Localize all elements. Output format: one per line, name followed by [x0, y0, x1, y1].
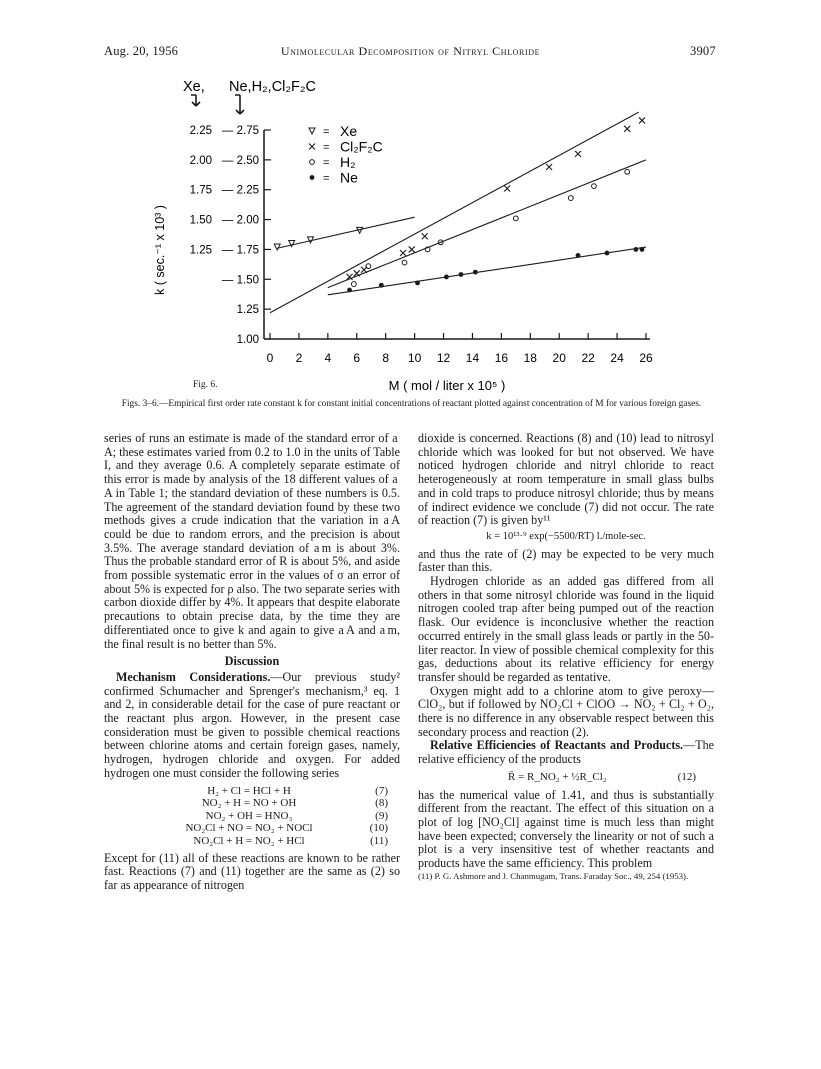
reaction-eq: NO₂Cl + NO = NO₂ + NOCl	[185, 822, 313, 835]
figure-label: Fig. 6.	[193, 380, 218, 390]
paragraph-nitrogen-dioxide: dioxide is concerned. Reactions (8) and (10) lead to nitrosyl chloride which was looked for but not observed. We have noticed hydrogen chloride and nitryl chloride to react heterogeneously at room temperature in small glass bulbs and in cold traps to produce nitrosyl chloride; thus by means of indirect evidence we conclude (7) did not occur. The rate of reaction (7) is given by¹¹	[418, 431, 714, 528]
discussion-heading: Discussion	[224, 654, 280, 669]
y-axis-label: k ( sec.⁻¹ x 10³ )	[153, 205, 167, 295]
legend-marker	[310, 160, 315, 165]
data-point-dot	[605, 251, 610, 256]
fit-line-triangle	[277, 217, 414, 248]
y-tick-label: 1.25	[236, 304, 259, 317]
data-point-triangle	[274, 244, 280, 250]
y-tick-label-left: 1.25	[189, 244, 212, 257]
x-tick-label: 16	[494, 351, 509, 365]
header-date: Aug. 20, 1956	[104, 44, 179, 58]
reaction-row	[104, 835, 400, 848]
y-tick-label-left: 2.00	[189, 154, 212, 167]
x-tick-label: 0	[266, 351, 274, 365]
y-tick-label-left: 2.25	[189, 125, 212, 137]
x-tick-label: 20	[552, 351, 566, 365]
y-tick-label-left: 1.75	[189, 184, 212, 197]
x-tick-label: 12	[436, 351, 451, 365]
data-point-dot	[415, 280, 420, 285]
data-point-dot	[444, 274, 449, 279]
x-tick-label: 8	[382, 351, 390, 365]
data-point-dot	[379, 283, 384, 288]
data-point-dot	[347, 288, 352, 293]
data-point-circle	[568, 196, 573, 201]
data-point-cross	[504, 186, 510, 192]
data-point-cross	[639, 117, 645, 123]
data-point-cross	[400, 250, 406, 256]
reaction-eq: NO₂Cl + H = NO₂ + HCl	[193, 834, 305, 847]
header-page-number: 3907	[690, 44, 716, 58]
reaction-num: (11)	[370, 834, 388, 847]
x-tick-label: 10	[407, 351, 422, 365]
reaction-num: (9)	[375, 809, 388, 822]
reaction-num: (10)	[369, 822, 388, 835]
data-point-cross	[624, 126, 630, 132]
legend-equals: =	[323, 157, 330, 169]
data-point-cross	[409, 246, 415, 252]
legend-label: Cl₂F₂C	[340, 138, 383, 155]
data-point-circle	[402, 260, 407, 265]
arrow-others-icon	[235, 95, 244, 114]
reaction-row	[104, 810, 400, 823]
legend-marker	[310, 175, 315, 180]
rate-equation: k = 10¹³·⁹ exp(−5500/RT) l./mole-sec.	[486, 530, 646, 542]
x-tick-label: 6	[353, 351, 361, 365]
y-tick-label: — 2.50	[221, 154, 259, 167]
paragraph-hydrogen-chloride: Hydrogen chloride as an added gas differed from all others in that some nitrosyl chloride was found in the liquid nitrogen cooled trap after being pumped out of the reaction flask. Our evidence is inconclusive whether the reaction occurred entirely in the small glass leads or partly in the 50-liter reactor. In view of possible chemical complexity for this gas, deductions about its relative efficiency for energy transfer should be regarded as tentative.	[418, 574, 714, 684]
data-point-cross	[546, 164, 552, 170]
relative-heading: Relative Efficiencies of Reactants and Products.	[430, 738, 684, 753]
y-tick-label: — 2.00	[221, 214, 259, 227]
arrow-label-xe: Xe,	[183, 79, 205, 95]
reaction-row	[104, 785, 400, 798]
data-point-dot	[473, 270, 478, 275]
y-tick-label: — 1.50	[221, 274, 259, 287]
arrow-label-others: Ne,H₂,Cl₂F₂C	[229, 79, 316, 95]
fit-line-dot	[328, 247, 646, 295]
data-point-cross	[354, 270, 360, 276]
data-point-circle	[625, 169, 630, 174]
figure-6-chart	[0, 0, 821, 420]
data-point-cross	[422, 233, 428, 239]
data-point-cross	[575, 151, 581, 157]
paragraph-reactions-fast: Except for (11) all of these reactions are known to be rather fast. Reactions (7) and (11) together are the same as (2) so far as appearance of nitrogen	[104, 850, 400, 892]
reaction-series	[104, 785, 400, 848]
x-tick-label: 26	[639, 351, 653, 365]
data-point-dot	[458, 272, 463, 277]
x-tick-label: 22	[581, 351, 595, 365]
legend-label: Ne	[340, 169, 358, 186]
reaction-eq: NO₂ + H = NO + OH	[201, 797, 297, 810]
data-point-circle	[592, 184, 597, 189]
reaction-row	[104, 822, 400, 835]
relative-text: —The relative efficiency of the products	[418, 738, 714, 767]
legend-marker	[309, 128, 315, 134]
data-point-dot	[633, 247, 638, 252]
paragraph-error-estimate: series of runs an estimate is made of the standard error of a A; these estimates varied from 0.2 to 1.0 in the units of Table I, and they average 0.6. A completely separate estimate of this error is made by analysis of the 18 different values of a A in Table 1; the standard deviation of these numbers is 0.5. The agreement of the standard deviation found by these two methods gives a crude indication that the variation in a A could be due to random errors, and the precision is about 3.5%. The average standard deviation of a m is about 3%. Thus the probable standard error of R is about 5%, and aside from possible systematic error in the values of σ an error of about 5% is expected for ρ also. The two separate series with carbon dioxide differ by 4%. It appears that despite elaborate precautions to obtain precise data, by the time they are differentiated once to give k and again to give a A and a m, the final result is no better than 5%.	[104, 431, 400, 651]
mechanism-lead: Mechanism Considerations.	[116, 669, 271, 684]
reaction-eq: NO₂ + OH = HNO₃	[205, 809, 293, 822]
paragraph-numerical-value: has the numerical value of 1.41, and thus is substantially different from the reactant. The effect of this situation on a plot of log [NO₂Cl] against time is much less than might have been expected; conversely the linearity or not of such a plot is a very insensitive test of whether reactants and products have the same efficiency. This problem	[418, 787, 714, 871]
fit-line-circle	[328, 160, 646, 288]
reaction-num: (8)	[375, 797, 388, 810]
paragraph-mechanism	[104, 671, 400, 781]
mechanism-text: —Our previous study² confirmed Schumacher and Sprenger's mechanism,³ eq. 1 and 2, in considerable detail for the case of pure reactant or the reactant plus argon. However, in the present case consideration must be given to possible chemical reactions between chlorine atoms and certain foreign gases, namely, hydrogen, hydrogen chloride and oxygen. For added hydrogen one must consider the following series	[104, 669, 400, 780]
reaction-num: (7)	[375, 784, 388, 797]
paragraph-rate-faster: and thus the rate of (2) may be expected to be very much faster than this.	[418, 546, 714, 575]
right-column	[418, 432, 714, 882]
paragraph-relative-efficiencies	[418, 739, 714, 766]
x-axis-label: M ( mol / liter x 10⁵ )	[388, 378, 506, 393]
figure-caption: Figs. 3–6.—Empirical first order rate constant k for constant initial concentrations of reactant plotted against concentration of M for various foreign gases.	[121, 399, 702, 409]
legend-marker	[309, 144, 315, 150]
y-tick-label: 1.00	[236, 334, 259, 346]
legend-label: Xe	[340, 123, 358, 139]
reaction-eq: H₂ + Cl = HCl + H	[207, 784, 291, 797]
header-title: Unimolecular Decomposition of Nitryl Chloride	[280, 44, 541, 58]
x-tick-label: 14	[465, 351, 480, 365]
paragraph-oxygen: Oxygen might add to a chlorine atom to give peroxy—ClO₂, but if followed by NO₂Cl + ClOO → NO₂ + Cl₂ + O₂, there is no difference in any observable respect between this secondary process and reaction (2).	[418, 683, 714, 739]
x-tick-label: 4	[324, 351, 332, 365]
reaction-row	[104, 797, 400, 810]
x-tick-label: 24	[610, 351, 624, 365]
y-tick-label: — 2.75	[221, 125, 259, 137]
y-tick-label: — 1.75	[221, 244, 259, 257]
footnote-11: (11) P. G. Ashmore and J. Chanmugam, Trans. Faraday Soc., 49, 254 (1953).	[418, 870, 689, 881]
equation-12-body: R̄ = R_NO₂ + ½R_Cl₂	[508, 770, 607, 783]
data-point-circle	[513, 216, 518, 221]
data-point-dot	[640, 247, 645, 252]
legend-equals: =	[323, 126, 330, 138]
y-tick-label-left: 1.50	[189, 214, 212, 227]
data-point-circle	[366, 264, 371, 269]
x-tick-label: 18	[523, 351, 537, 365]
left-column	[104, 432, 400, 893]
legend-label: H₂	[340, 154, 356, 170]
equation-12-number: (12)	[677, 770, 696, 783]
y-tick-label: — 2.25	[221, 184, 259, 197]
arrow-xe-icon	[191, 95, 200, 106]
data-point-dot	[576, 253, 581, 258]
x-tick-label: 2	[295, 351, 303, 365]
equation-12	[418, 771, 714, 785]
legend-equals: =	[323, 172, 330, 185]
legend-equals: =	[323, 141, 330, 154]
data-point-circle	[351, 282, 356, 287]
